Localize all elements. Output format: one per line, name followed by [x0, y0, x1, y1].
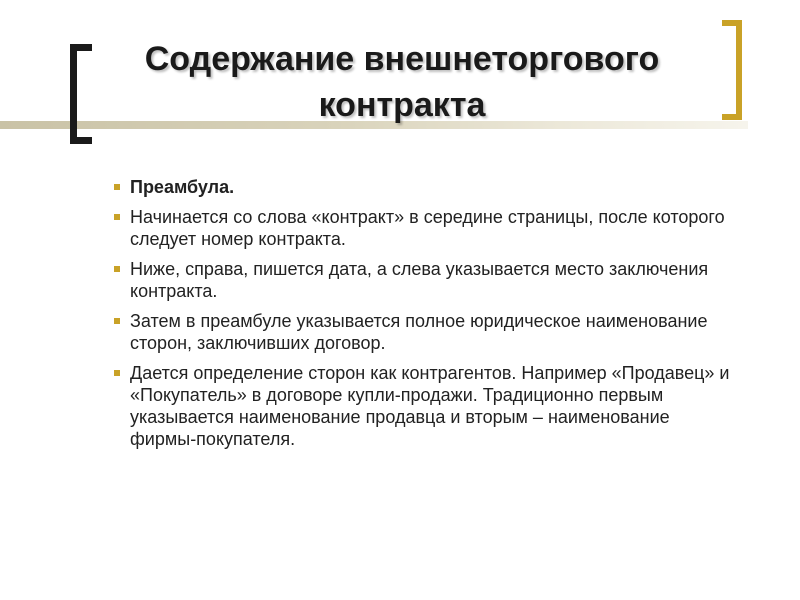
- square-bullet-icon: [114, 184, 120, 190]
- list-item: [114, 176, 734, 198]
- list-item: [114, 362, 734, 450]
- square-bullet-icon: [114, 370, 120, 376]
- left-bracket-decoration: [70, 44, 92, 144]
- list-item-text: Дается определение сторон как контрагентов. Например «Продавец» и «Покупатель» в договоре купли-продажи. Традиционно первым указывается наименование продавца и вторым – наименование фирмы-покупателя.: [130, 363, 730, 449]
- list-item-text: Начинается со слова «контракт» в середине страницы, после которого следует номер контракта.: [130, 207, 725, 249]
- slide-title: Содержание внешнеторгового контракта: [144, 40, 660, 124]
- square-bullet-icon: [114, 266, 120, 272]
- square-bullet-icon: [114, 214, 120, 220]
- list-item-text: Ниже, справа, пишется дата, а слева указывается место заключения контракта.: [130, 259, 709, 301]
- square-bullet-icon: [114, 318, 120, 324]
- right-bracket-decoration: [722, 20, 742, 120]
- list-item: [114, 206, 734, 250]
- list-item-text: Затем в преамбуле указывается полное юридическое наименование сторон, заключивших договор.: [130, 311, 708, 353]
- list-item: [114, 258, 734, 302]
- list-item: [114, 310, 734, 354]
- bullet-list: [114, 176, 734, 458]
- list-item-text: Преамбула.: [130, 177, 235, 197]
